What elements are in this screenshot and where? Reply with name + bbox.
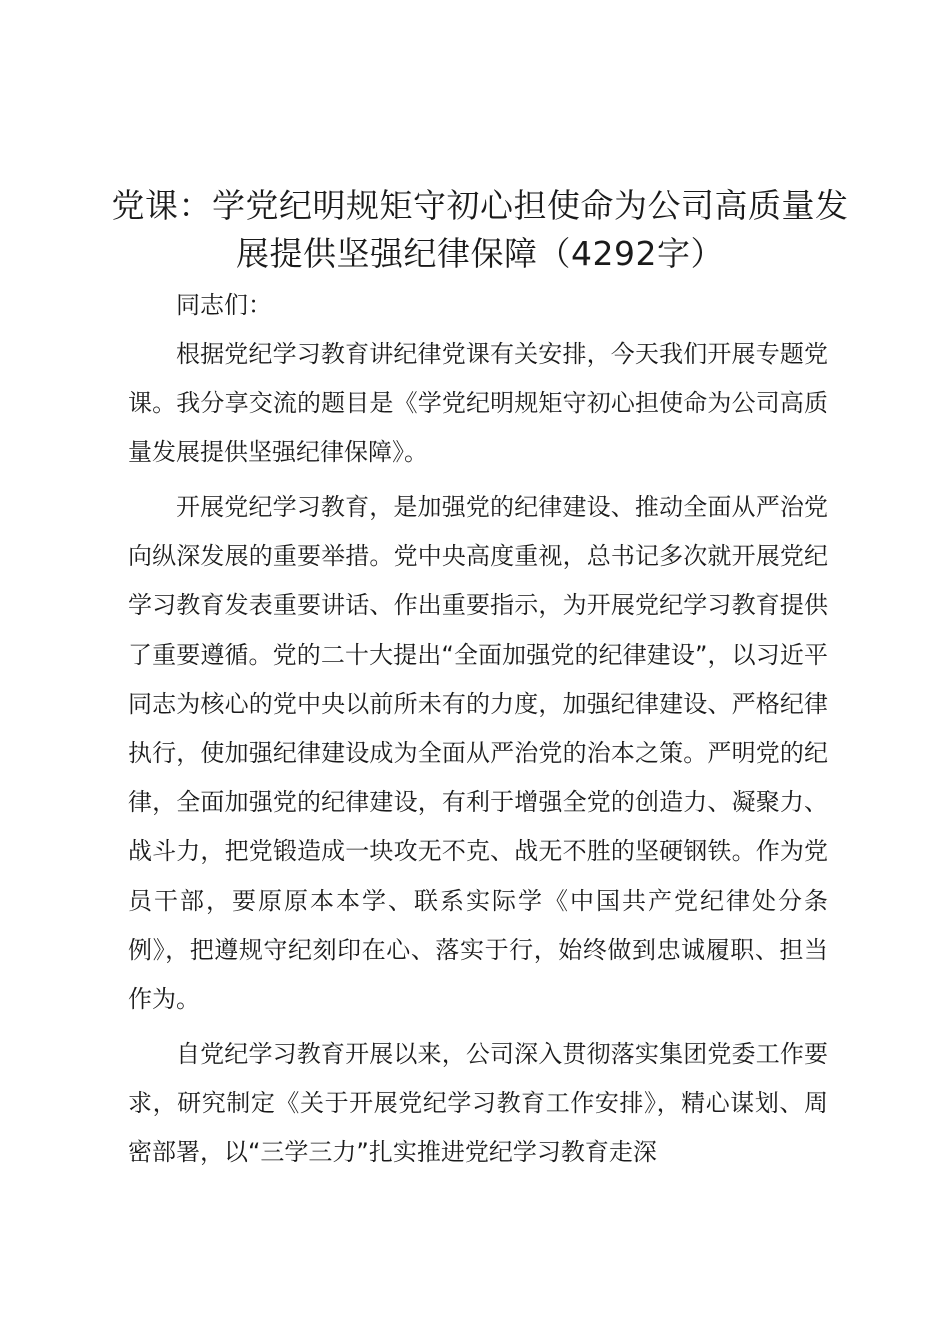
paragraph-1: 根据党纪学习教育讲纪律党课有关安排，今天我们开展专题党课。我分享交流的题目是《学党纪明规矩守初心担使命为公司高质量发展提供坚强纪律保障》。	[128, 340, 828, 467]
document-title: 党课：学党纪明规矩守初心担使命为公司高质量发展提供坚强纪律保障（4292字）	[111, 186, 849, 273]
paragraph-2: 开展党纪学习教育，是加强党的纪律建设、推动全面从严治党向纵深发展的重要举措。党中央高度重视，总书记多次就开展党纪学习教育发表重要讲话、作出重要指示，为开展党纪学习教育提供了重要遵循。党的二十大提出“全面加强党的纪律建设”，以习近平同志为核心的党中央以前所未有的力度，加强纪律建设、严格纪律执行，使加强纪律建设成为全面从严治党的治本之策。严明党的纪律，全面加强党的纪律建设，有利于增强全党的创造力、凝聚力、战斗力，把党锻造成一块攻无不克、战无不胜的坚硬钢铁。作为党员干部，要原原本本学、联系实际学《中国共产党纪律处分条例》，把遵规守纪刻印在心、落实于行，始终做到忠诚履职、担当作为。	[128, 493, 828, 1014]
paragraph-3: 自党纪学习教育开展以来，公司深入贯彻落实集团党委工作要求，研究制定《关于开展党纪学习教育工作安排》，精心谋划、周密部署，以“三学三力”扎实推进党纪学习教育走深	[128, 1040, 828, 1167]
greeting: 同志们：	[176, 291, 272, 319]
